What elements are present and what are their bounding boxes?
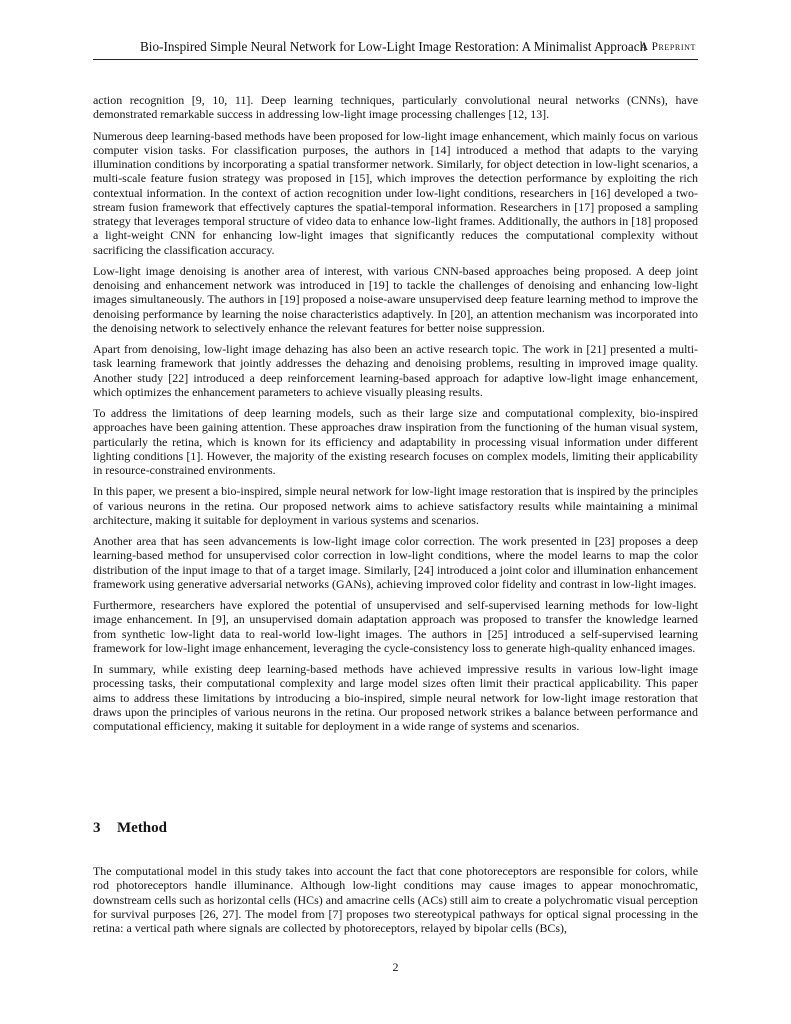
paragraph: action recognition [9, 10, 11]. Deep learning techniques, particularly convolutional neural networks (CNNs), have demonstrated remarkable success in addressing low-light image processing challenges [12, 13]. (93, 93, 698, 122)
running-header (93, 38, 698, 60)
paragraph: The computational model in this study takes into account the fact that cone photoreceptors are responsible for colors, while rod photoreceptors handle illuminance. Although low-light conditions may cause images to appear monochromatic, downstream cells such as horizontal cells (HCs) and amacrine cells (ACs) still aim to create a polychromatic visual perception for survival purposes [26, 27]. The model from [7] proposes two stereotypical pathways for optical signal processing in the retina: a vertical path where signals are collected by photoreceptors, relayed by bipolar cells (BCs), (93, 864, 698, 935)
paragraph: In this paper, we present a bio-inspired, simple neural network for low-light image restoration that is inspired by the principles of various neurons in the retina. Our proposed network aims to achieve satisfactory results while maintaining a minimal architecture, making it suitable for deployment in various systems and scenarios. (93, 484, 698, 527)
header-title: Bio-Inspired Simple Neural Network for Low-Light Image Restoration: A Minimalist Approach (140, 39, 647, 54)
section-title: Method (117, 820, 167, 836)
page-number: 2 (392, 960, 399, 974)
paragraph: Numerous deep learning-based methods have been proposed for low-light image enhancement, which mainly focus on various computer vision tasks. For classification purposes, the authors in [14] introduced a method that adapts to the varying illumination conditions by incorporating a spatial transformer network. Similarly, for object detection in low-light scenarios, a multi-scale feature fusion strategy was proposed in [15], which improves the detection performance by exploiting the rich contextual information. In the context of action recognition under low-light conditions, researchers in [16] developed a two-stream fusion framework that effectively captures the spatial-temporal information. Researchers in [17] proposed a sampling strategy that leverages temporal structure of video data to enhance low-light frames. Additionally, the authors in [18] proposed a light-weight CNN for enhancing low-light images that significantly reduces the computational complexity without sacrificing the classification accuracy. (93, 128, 698, 257)
section-heading (93, 820, 167, 837)
method-section-text (93, 864, 698, 942)
paragraph: Furthermore, researchers have explored the potential of unsupervised and self-supervised learning methods for low-light image enhancement. In [9], an unsupervised domain adaptation approach was proposed to transfer the knowledge learned from synthetic low-light data to real-world low-light images. The authors in [25] introduced a self-supervised learning framework for low-light image enhancement, leveraging the cycle-consistency loss to generate high-quality enhanced images. (93, 598, 698, 655)
paragraph: Another area that has seen advancements is low-light image color correction. The work presented in [23] proposes a deep learning-based method for unsupervised color correction in low-light conditions, where the model learns to map the color distribution of the input image to that of a target image. Similarly, [24] introduced a joint color and illumination enhancement framework using generative adversarial networks (GANs), achieving improved color fidelity and contrast in low-light images. (93, 534, 698, 591)
body-text (93, 93, 698, 740)
paragraph: To address the limitations of deep learning models, such as their large size and computational complexity, bio-inspired approaches have been gaining attention. These approaches draw inspiration from the functioning of the human visual system, particularly the retina, which is known for its efficiency and adaptability in processing visual information under different lighting conditions [1]. However, the majority of the existing research focuses on complex models, limiting their applicability in resource-constrained environments. (93, 406, 698, 477)
section-number: 3 (93, 820, 101, 836)
paragraph: Apart from denoising, low-light image dehazing has also been an active research topic. The work in [21] presented a multi-task learning framework that jointly addresses the dehazing and denoising problems, resulting in improved image quality. Another study [22] introduced a deep reinforcement learning-based approach for adaptive low-light image enhancement, which optimizes the enhancement parameters to achieve visually pleasing results. (93, 342, 698, 399)
paragraph: Low-light image denoising is another area of interest, with various CNN-based approaches being proposed. A deep joint denoising and enhancement network was introduced in [19] to tackle the challenges of denoising and enhancing low-light images simultaneously. The authors in [19] proposed a noise-aware unsupervised deep feature learning method to improve the denoising performance by learning the noise characteristics adaptively. In [20], an attention mechanism was incorporated into the denoising network to selectively enhance the relevant features for better noise suppression. (93, 263, 698, 335)
paragraph: In summary, while existing deep learning-based methods have achieved impressive results in various low-light image processing tasks, their computational complexity and large model sizes often limit their practical applicability. This paper aims to address these limitations by introducing a bio-inspired, simple neural network for low-light image restoration that draws upon the principles of various neurons in the retina. Our proposed network strikes a balance between performance and computational efficiency, making it suitable for deployment in a wide range of systems and scenarios. (93, 662, 698, 733)
preprint-label: A Preprint (640, 40, 696, 53)
